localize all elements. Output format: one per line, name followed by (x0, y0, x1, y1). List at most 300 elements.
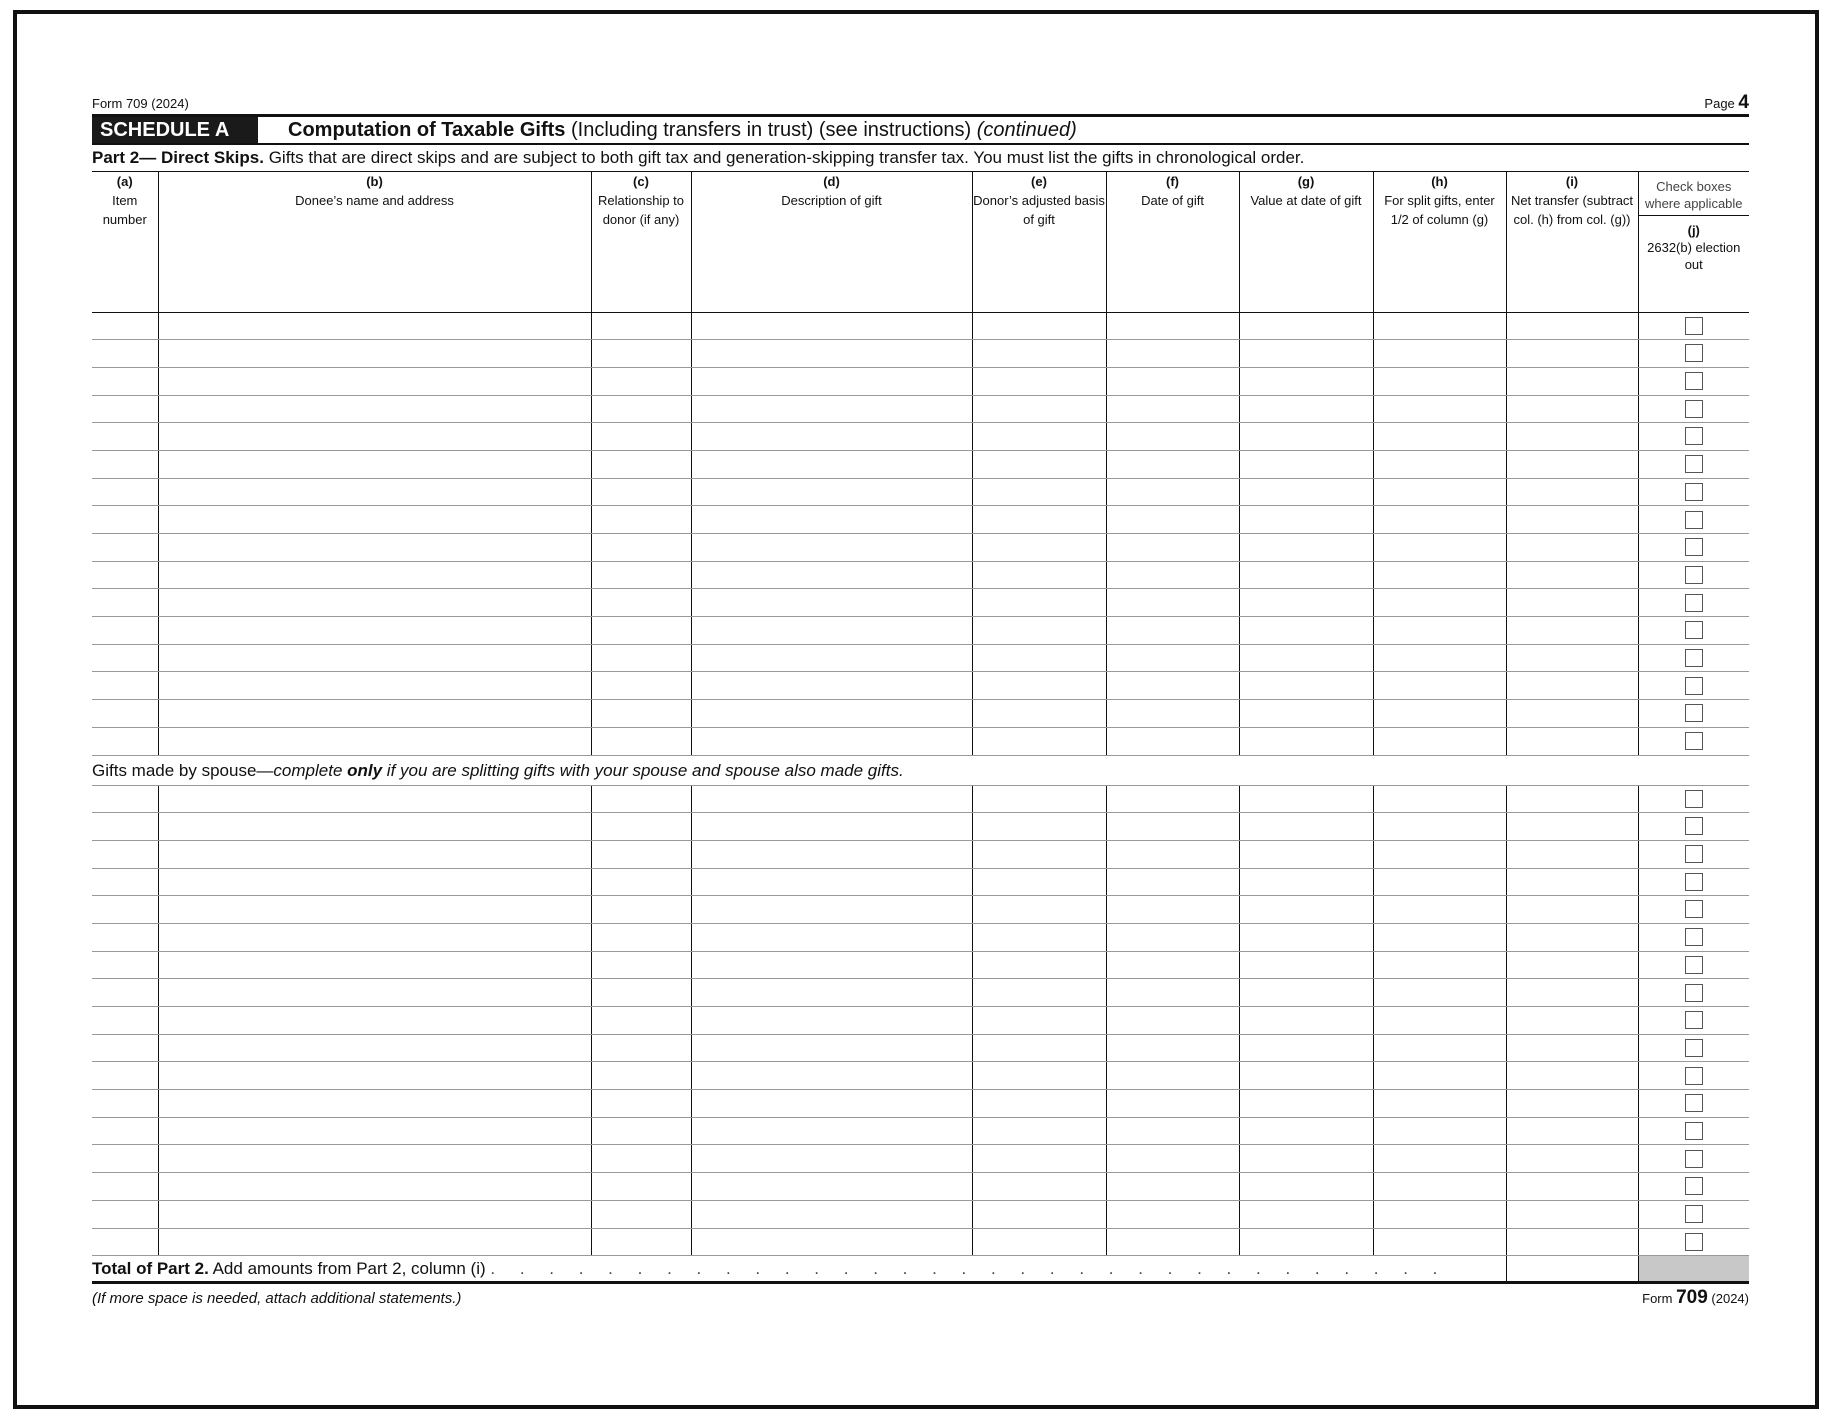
net-transfer-field[interactable] (1506, 340, 1638, 368)
split-gift-field[interactable] (1373, 312, 1506, 340)
donee-name-field[interactable] (158, 478, 591, 506)
description-field[interactable] (691, 785, 972, 813)
split-gift-field[interactable] (1373, 979, 1506, 1007)
basis-field[interactable] (972, 1200, 1106, 1228)
item-number-field[interactable] (92, 561, 158, 589)
item-number-field[interactable] (92, 1200, 158, 1228)
description-field[interactable] (691, 644, 972, 672)
basis-field[interactable] (972, 1173, 1106, 1201)
donee-name-field[interactable] (158, 450, 591, 478)
net-transfer-field[interactable] (1506, 896, 1638, 924)
value-field[interactable] (1239, 1173, 1373, 1201)
date-field[interactable] (1106, 700, 1239, 728)
net-transfer-field[interactable] (1506, 644, 1638, 672)
basis-field[interactable] (972, 1007, 1106, 1035)
net-transfer-field[interactable] (1506, 478, 1638, 506)
date-field[interactable] (1106, 506, 1239, 534)
basis-field[interactable] (972, 534, 1106, 562)
value-field[interactable] (1239, 1228, 1373, 1256)
split-gift-field[interactable] (1373, 340, 1506, 368)
value-field[interactable] (1239, 1007, 1373, 1035)
description-field[interactable] (691, 672, 972, 700)
date-field[interactable] (1106, 840, 1239, 868)
donee-name-field[interactable] (158, 561, 591, 589)
basis-field[interactable] (972, 700, 1106, 728)
item-number-field[interactable] (92, 727, 158, 755)
relationship-field[interactable] (591, 506, 691, 534)
relationship-field[interactable] (591, 1228, 691, 1256)
split-gift-field[interactable] (1373, 951, 1506, 979)
date-field[interactable] (1106, 1228, 1239, 1256)
description-field[interactable] (691, 896, 972, 924)
value-field[interactable] (1239, 340, 1373, 368)
item-number-field[interactable] (92, 423, 158, 451)
election-out-checkbox[interactable] (1685, 372, 1703, 390)
basis-field[interactable] (972, 644, 1106, 672)
donee-name-field[interactable] (158, 367, 591, 395)
election-out-checkbox[interactable] (1685, 956, 1703, 974)
description-field[interactable] (691, 1007, 972, 1035)
description-field[interactable] (691, 1173, 972, 1201)
date-field[interactable] (1106, 644, 1239, 672)
relationship-field[interactable] (591, 478, 691, 506)
relationship-field[interactable] (591, 700, 691, 728)
election-out-checkbox[interactable] (1685, 455, 1703, 473)
description-field[interactable] (691, 1145, 972, 1173)
value-field[interactable] (1239, 395, 1373, 423)
value-field[interactable] (1239, 589, 1373, 617)
basis-field[interactable] (972, 1034, 1106, 1062)
net-transfer-field[interactable] (1506, 561, 1638, 589)
basis-field[interactable] (972, 1090, 1106, 1118)
value-field[interactable] (1239, 1145, 1373, 1173)
value-field[interactable] (1239, 672, 1373, 700)
item-number-field[interactable] (92, 840, 158, 868)
election-out-checkbox[interactable] (1685, 1205, 1703, 1223)
value-field[interactable] (1239, 450, 1373, 478)
value-field[interactable] (1239, 617, 1373, 645)
relationship-field[interactable] (591, 979, 691, 1007)
relationship-field[interactable] (591, 951, 691, 979)
election-out-checkbox[interactable] (1685, 483, 1703, 501)
relationship-field[interactable] (591, 312, 691, 340)
value-field[interactable] (1239, 1117, 1373, 1145)
election-out-checkbox[interactable] (1685, 594, 1703, 612)
split-gift-field[interactable] (1373, 1007, 1506, 1035)
split-gift-field[interactable] (1373, 868, 1506, 896)
relationship-field[interactable] (591, 813, 691, 841)
description-field[interactable] (691, 1117, 972, 1145)
donee-name-field[interactable] (158, 951, 591, 979)
donee-name-field[interactable] (158, 700, 591, 728)
net-transfer-field[interactable] (1506, 1145, 1638, 1173)
relationship-field[interactable] (591, 1200, 691, 1228)
net-transfer-field[interactable] (1506, 1117, 1638, 1145)
election-out-checkbox[interactable] (1685, 1039, 1703, 1057)
value-field[interactable] (1239, 1034, 1373, 1062)
item-number-field[interactable] (92, 644, 158, 672)
donee-name-field[interactable] (158, 785, 591, 813)
item-number-field[interactable] (92, 785, 158, 813)
date-field[interactable] (1106, 813, 1239, 841)
split-gift-field[interactable] (1373, 506, 1506, 534)
description-field[interactable] (691, 478, 972, 506)
election-out-checkbox[interactable] (1685, 1177, 1703, 1195)
basis-field[interactable] (972, 617, 1106, 645)
basis-field[interactable] (972, 450, 1106, 478)
net-transfer-field[interactable] (1506, 700, 1638, 728)
net-transfer-field[interactable] (1506, 367, 1638, 395)
net-transfer-field[interactable] (1506, 506, 1638, 534)
date-field[interactable] (1106, 478, 1239, 506)
total-amount-field[interactable] (1506, 1256, 1638, 1283)
donee-name-field[interactable] (158, 395, 591, 423)
net-transfer-field[interactable] (1506, 312, 1638, 340)
basis-field[interactable] (972, 1228, 1106, 1256)
relationship-field[interactable] (591, 1034, 691, 1062)
description-field[interactable] (691, 589, 972, 617)
date-field[interactable] (1106, 589, 1239, 617)
election-out-checkbox[interactable] (1685, 511, 1703, 529)
item-number-field[interactable] (92, 1117, 158, 1145)
donee-name-field[interactable] (158, 1090, 591, 1118)
net-transfer-field[interactable] (1506, 979, 1638, 1007)
split-gift-field[interactable] (1373, 367, 1506, 395)
description-field[interactable] (691, 1034, 972, 1062)
election-out-checkbox[interactable] (1685, 621, 1703, 639)
donee-name-field[interactable] (158, 672, 591, 700)
split-gift-field[interactable] (1373, 727, 1506, 755)
donee-name-field[interactable] (158, 1007, 591, 1035)
split-gift-field[interactable] (1373, 1062, 1506, 1090)
election-out-checkbox[interactable] (1685, 984, 1703, 1002)
net-transfer-field[interactable] (1506, 1007, 1638, 1035)
split-gift-field[interactable] (1373, 450, 1506, 478)
net-transfer-field[interactable] (1506, 1228, 1638, 1256)
split-gift-field[interactable] (1373, 1145, 1506, 1173)
relationship-field[interactable] (591, 617, 691, 645)
date-field[interactable] (1106, 1200, 1239, 1228)
donee-name-field[interactable] (158, 617, 591, 645)
relationship-field[interactable] (591, 423, 691, 451)
donee-name-field[interactable] (158, 727, 591, 755)
donee-name-field[interactable] (158, 644, 591, 672)
election-out-checkbox[interactable] (1685, 538, 1703, 556)
split-gift-field[interactable] (1373, 785, 1506, 813)
relationship-field[interactable] (591, 561, 691, 589)
donee-name-field[interactable] (158, 840, 591, 868)
date-field[interactable] (1106, 896, 1239, 924)
election-out-checkbox[interactable] (1685, 732, 1703, 750)
split-gift-field[interactable] (1373, 923, 1506, 951)
relationship-field[interactable] (591, 1090, 691, 1118)
election-out-checkbox[interactable] (1685, 817, 1703, 835)
description-field[interactable] (691, 727, 972, 755)
split-gift-field[interactable] (1373, 644, 1506, 672)
donee-name-field[interactable] (158, 312, 591, 340)
basis-field[interactable] (972, 561, 1106, 589)
basis-field[interactable] (972, 423, 1106, 451)
value-field[interactable] (1239, 1062, 1373, 1090)
donee-name-field[interactable] (158, 1062, 591, 1090)
description-field[interactable] (691, 561, 972, 589)
date-field[interactable] (1106, 951, 1239, 979)
net-transfer-field[interactable] (1506, 813, 1638, 841)
relationship-field[interactable] (591, 1117, 691, 1145)
basis-field[interactable] (972, 727, 1106, 755)
description-field[interactable] (691, 1090, 972, 1118)
election-out-checkbox[interactable] (1685, 344, 1703, 362)
split-gift-field[interactable] (1373, 1034, 1506, 1062)
basis-field[interactable] (972, 951, 1106, 979)
basis-field[interactable] (972, 395, 1106, 423)
value-field[interactable] (1239, 561, 1373, 589)
item-number-field[interactable] (92, 1228, 158, 1256)
net-transfer-field[interactable] (1506, 1062, 1638, 1090)
description-field[interactable] (691, 979, 972, 1007)
relationship-field[interactable] (591, 785, 691, 813)
relationship-field[interactable] (591, 923, 691, 951)
relationship-field[interactable] (591, 672, 691, 700)
relationship-field[interactable] (591, 1007, 691, 1035)
election-out-checkbox[interactable] (1685, 566, 1703, 584)
item-number-field[interactable] (92, 367, 158, 395)
item-number-field[interactable] (92, 1173, 158, 1201)
net-transfer-field[interactable] (1506, 589, 1638, 617)
election-out-checkbox[interactable] (1685, 649, 1703, 667)
item-number-field[interactable] (92, 478, 158, 506)
relationship-field[interactable] (591, 896, 691, 924)
date-field[interactable] (1106, 534, 1239, 562)
split-gift-field[interactable] (1373, 1117, 1506, 1145)
item-number-field[interactable] (92, 979, 158, 1007)
split-gift-field[interactable] (1373, 1228, 1506, 1256)
basis-field[interactable] (972, 840, 1106, 868)
item-number-field[interactable] (92, 813, 158, 841)
basis-field[interactable] (972, 1117, 1106, 1145)
basis-field[interactable] (972, 340, 1106, 368)
description-field[interactable] (691, 813, 972, 841)
description-field[interactable] (691, 617, 972, 645)
basis-field[interactable] (972, 312, 1106, 340)
description-field[interactable] (691, 868, 972, 896)
description-field[interactable] (691, 506, 972, 534)
value-field[interactable] (1239, 534, 1373, 562)
basis-field[interactable] (972, 785, 1106, 813)
relationship-field[interactable] (591, 1145, 691, 1173)
donee-name-field[interactable] (158, 506, 591, 534)
date-field[interactable] (1106, 923, 1239, 951)
description-field[interactable] (691, 423, 972, 451)
value-field[interactable] (1239, 478, 1373, 506)
donee-name-field[interactable] (158, 1034, 591, 1062)
value-field[interactable] (1239, 644, 1373, 672)
split-gift-field[interactable] (1373, 561, 1506, 589)
date-field[interactable] (1106, 1090, 1239, 1118)
date-field[interactable] (1106, 340, 1239, 368)
basis-field[interactable] (972, 506, 1106, 534)
net-transfer-field[interactable] (1506, 1034, 1638, 1062)
date-field[interactable] (1106, 395, 1239, 423)
split-gift-field[interactable] (1373, 478, 1506, 506)
election-out-checkbox[interactable] (1685, 677, 1703, 695)
description-field[interactable] (691, 534, 972, 562)
election-out-checkbox[interactable] (1685, 1011, 1703, 1029)
split-gift-field[interactable] (1373, 840, 1506, 868)
donee-name-field[interactable] (158, 896, 591, 924)
value-field[interactable] (1239, 923, 1373, 951)
basis-field[interactable] (972, 589, 1106, 617)
description-field[interactable] (691, 840, 972, 868)
value-field[interactable] (1239, 979, 1373, 1007)
donee-name-field[interactable] (158, 1228, 591, 1256)
net-transfer-field[interactable] (1506, 785, 1638, 813)
net-transfer-field[interactable] (1506, 450, 1638, 478)
item-number-field[interactable] (92, 1007, 158, 1035)
item-number-field[interactable] (92, 340, 158, 368)
description-field[interactable] (691, 923, 972, 951)
item-number-field[interactable] (92, 617, 158, 645)
split-gift-field[interactable] (1373, 534, 1506, 562)
relationship-field[interactable] (591, 589, 691, 617)
donee-name-field[interactable] (158, 534, 591, 562)
election-out-checkbox[interactable] (1685, 1150, 1703, 1168)
donee-name-field[interactable] (158, 813, 591, 841)
value-field[interactable] (1239, 700, 1373, 728)
election-out-checkbox[interactable] (1685, 427, 1703, 445)
date-field[interactable] (1106, 1007, 1239, 1035)
date-field[interactable] (1106, 1117, 1239, 1145)
item-number-field[interactable] (92, 1090, 158, 1118)
value-field[interactable] (1239, 785, 1373, 813)
split-gift-field[interactable] (1373, 672, 1506, 700)
election-out-checkbox[interactable] (1685, 845, 1703, 863)
relationship-field[interactable] (591, 644, 691, 672)
split-gift-field[interactable] (1373, 1200, 1506, 1228)
donee-name-field[interactable] (158, 589, 591, 617)
description-field[interactable] (691, 951, 972, 979)
split-gift-field[interactable] (1373, 700, 1506, 728)
net-transfer-field[interactable] (1506, 423, 1638, 451)
donee-name-field[interactable] (158, 1145, 591, 1173)
election-out-checkbox[interactable] (1685, 873, 1703, 891)
date-field[interactable] (1106, 727, 1239, 755)
net-transfer-field[interactable] (1506, 1200, 1638, 1228)
basis-field[interactable] (972, 367, 1106, 395)
basis-field[interactable] (972, 868, 1106, 896)
relationship-field[interactable] (591, 1173, 691, 1201)
election-out-checkbox[interactable] (1685, 1122, 1703, 1140)
date-field[interactable] (1106, 1145, 1239, 1173)
item-number-field[interactable] (92, 951, 158, 979)
split-gift-field[interactable] (1373, 617, 1506, 645)
item-number-field[interactable] (92, 1145, 158, 1173)
election-out-checkbox[interactable] (1685, 317, 1703, 335)
donee-name-field[interactable] (158, 868, 591, 896)
election-out-checkbox[interactable] (1685, 1094, 1703, 1112)
date-field[interactable] (1106, 979, 1239, 1007)
election-out-checkbox[interactable] (1685, 1233, 1703, 1251)
split-gift-field[interactable] (1373, 395, 1506, 423)
net-transfer-field[interactable] (1506, 395, 1638, 423)
donee-name-field[interactable] (158, 423, 591, 451)
relationship-field[interactable] (591, 450, 691, 478)
split-gift-field[interactable] (1373, 896, 1506, 924)
description-field[interactable] (691, 1062, 972, 1090)
election-out-checkbox[interactable] (1685, 900, 1703, 918)
donee-name-field[interactable] (158, 1173, 591, 1201)
split-gift-field[interactable] (1373, 1090, 1506, 1118)
election-out-checkbox[interactable] (1685, 400, 1703, 418)
date-field[interactable] (1106, 1034, 1239, 1062)
basis-field[interactable] (972, 923, 1106, 951)
split-gift-field[interactable] (1373, 589, 1506, 617)
date-field[interactable] (1106, 617, 1239, 645)
date-field[interactable] (1106, 868, 1239, 896)
value-field[interactable] (1239, 1090, 1373, 1118)
basis-field[interactable] (972, 813, 1106, 841)
item-number-field[interactable] (92, 868, 158, 896)
basis-field[interactable] (972, 979, 1106, 1007)
net-transfer-field[interactable] (1506, 727, 1638, 755)
date-field[interactable] (1106, 561, 1239, 589)
value-field[interactable] (1239, 367, 1373, 395)
value-field[interactable] (1239, 506, 1373, 534)
net-transfer-field[interactable] (1506, 868, 1638, 896)
relationship-field[interactable] (591, 868, 691, 896)
date-field[interactable] (1106, 672, 1239, 700)
relationship-field[interactable] (591, 840, 691, 868)
date-field[interactable] (1106, 1173, 1239, 1201)
item-number-field[interactable] (92, 1034, 158, 1062)
value-field[interactable] (1239, 813, 1373, 841)
item-number-field[interactable] (92, 700, 158, 728)
net-transfer-field[interactable] (1506, 1173, 1638, 1201)
date-field[interactable] (1106, 450, 1239, 478)
relationship-field[interactable] (591, 367, 691, 395)
election-out-checkbox[interactable] (1685, 1067, 1703, 1085)
description-field[interactable] (691, 1200, 972, 1228)
description-field[interactable] (691, 340, 972, 368)
election-out-checkbox[interactable] (1685, 928, 1703, 946)
split-gift-field[interactable] (1373, 423, 1506, 451)
donee-name-field[interactable] (158, 979, 591, 1007)
description-field[interactable] (691, 700, 972, 728)
basis-field[interactable] (972, 478, 1106, 506)
value-field[interactable] (1239, 312, 1373, 340)
basis-field[interactable] (972, 896, 1106, 924)
relationship-field[interactable] (591, 534, 691, 562)
value-field[interactable] (1239, 840, 1373, 868)
basis-field[interactable] (972, 672, 1106, 700)
net-transfer-field[interactable] (1506, 923, 1638, 951)
relationship-field[interactable] (591, 727, 691, 755)
net-transfer-field[interactable] (1506, 672, 1638, 700)
date-field[interactable] (1106, 423, 1239, 451)
date-field[interactable] (1106, 785, 1239, 813)
split-gift-field[interactable] (1373, 813, 1506, 841)
item-number-field[interactable] (92, 896, 158, 924)
value-field[interactable] (1239, 423, 1373, 451)
net-transfer-field[interactable] (1506, 534, 1638, 562)
value-field[interactable] (1239, 1200, 1373, 1228)
split-gift-field[interactable] (1373, 1173, 1506, 1201)
item-number-field[interactable] (92, 534, 158, 562)
election-out-checkbox[interactable] (1685, 790, 1703, 808)
date-field[interactable] (1106, 1062, 1239, 1090)
date-field[interactable] (1106, 367, 1239, 395)
relationship-field[interactable] (591, 1062, 691, 1090)
